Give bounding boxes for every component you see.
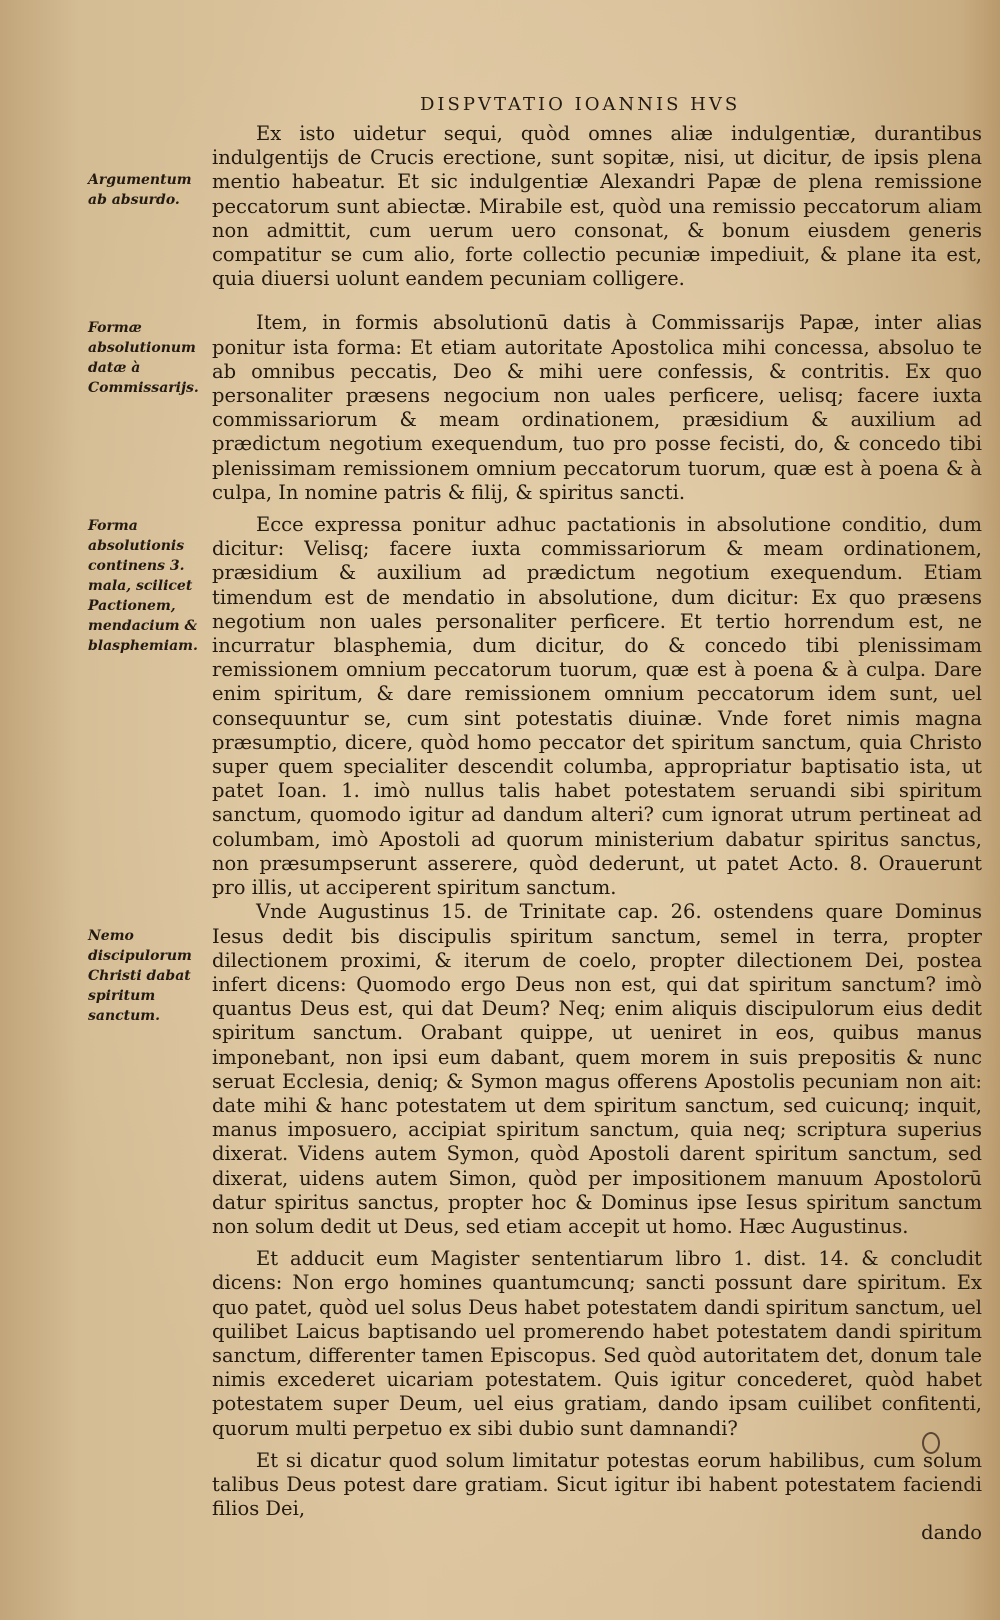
paragraph-5: Et adducit eum Magister sententiarum libro 1. dist. 14. & concludit dicens: Non ergo homines quantumcunq; sancti possunt dare spiritum. Ex quo patet, quòd uel solus Deus habet potestatem dandi spiritum sanctum, uel quilibet Laicus baptisando uel promerendo habet potestatem dandi spiritum sanctum, differenter tamen Episcopus. Sed quòd autoritatem det, donum tale nimis excederet uicariam potestatem. Quis igitur concederet, quòd habet potestatem super Deum, uel eius gratiam, dando ipsam cuilibet confitenti, quorum multi perpetuo ex sibi dubio sunt damnandi? [212, 1247, 982, 1440]
paragraph-3: Ecce expressa ponitur adhuc pactationis in absolutione conditio, dum dicitur: Velisq; facere iuxta commissariorum & meam ordinationem, præsidium & auxilium ad prædictum negotium exequendum. Etiam timendum est de mendatio in absolutione, dum dicitur: Ex quo præsens negotium non uales personaliter perficere. Et tertio horrendum est, ne incurratur blasphemia, dum dicitur, do & concedo tibi plenissimam remissionem omnium peccatorum tuorum, quæ est à poena & à culpa. Dare enim spiritum, & dare remissionem omnium peccatorum idem sunt, uel consequuntur se, cum sint potestatis diuinæ. Vnde foret nimis magna præsumptio, dicere, quòd homo peccator det spiritum sanctum, quia Christo super quem specialiter descendit columba, appropriatur baptisatio ista, ut patet Ioan. 1. imò nullus talis habet potestatem seruandi sibi spiritum sanctum, quomodo igitur ad dandum alteri? cum ignorat utrum pertineat ad columbam, imò Apostoli ad quorum ministerium dabatur spiritus sanctus, non præsumpserunt asserere, quòd dederunt, ut patet Acto. 8. Orauerunt pro illis, ut acciperent spiritum sanctum. [212, 513, 982, 900]
running-title: DISPVTATIO IOANNIS HVS [420, 94, 741, 115]
paragraph-2: Item, in formis absolutionū datis à Commissarijs Papæ, inter alias ponitur ista forma: Et etiam autoritate Apostolica mihi concessa, absoluo te ab omnibus peccatis, Deo & mihi uere confessis, & contritis. Ex quo personaliter præsens negocium non uales perficere, uelisq; facere iuxta commissariorum & meam ordinationem, præsidium & auxilium ad prædictum negotium exequendum, tuo pro posse fecisti, do, & concedo tibi plenissimam remissionem omnium peccatorum tuorum, quæ est à poena & à culpa, In nomine patris & filij, & spiritus sancti. [212, 311, 982, 504]
paragraph-6: Et si dicatur quod solum limitatur potestas eorum habilibus, cum solum talibus Deus potest dare gratiam. Sicut igitur ibi habent potestatem faciendi filios Dei, [212, 1448, 982, 1521]
main-text-block [212, 122, 982, 1546]
margin-note-forma-absolutionis: Forma absolutionis continens 3. mala, scilicet Pactionem, mendacium & blasphemiam. [88, 518, 198, 654]
paragraph-1: Ex isto uidetur sequi, quòd omnes aliæ indulgentiæ, durantibus indulgentijs de Crucis erectione, sunt sopitæ, nisi, ut dicitur, de ipsis plena mentio habeatur. Et sic indulgentiæ Alexandri Papæ de plena remissione peccatorum sunt abiectæ. Mirabile est, quòd una remissio peccatorum aliam non admittit, cum uerum uero consonat, & bonum eiusdem generis compatitur se cum alio, forte collectio pecuniæ impediuit, & plane ita est, quia diuersi uolunt eandem pecuniam colligere. [212, 122, 982, 291]
margin-note-nemo-discipulorum: Nemo discipulorum Christi dabat spiritum sanctum. [88, 928, 192, 1024]
catchword: dando [921, 1521, 982, 1545]
paragraph-4: Vnde Augustinus 15. de Trinitate cap. 26. ostendens quare Dominus Iesus dedit bis discipulis spiritum sanctum, semel in terra, propter dilectionem proximi, & iterum de coelo, propter dilectionem Dei, postea infert dicens: Quomodo ergo Deus non est, qui dat spiritum sanctum? imò quantus Deus est, qui dat Deum? Neq; enim aliquis discipulorum eius dedit spiritum sanctum. Orabant quippe, ut ueniret in eos, quibus manus imponebant, non ipsi eum dabant, quem morem in suis prepositis & nunc seruat Ecclesia, deniq; & Symon magus offerens Apostolis pecuniam non ait: date mihi & hanc potestatem ut dem spiritum sanctum, sed cuicunq; inquit, manus imposuero, accipiat spiritum sanctum, quia neq; scriptura superius dixerat. Videns autem Symon, quòd Apostoli darent spiritum sanctum, sed dixerat, uidens autem Simon, quòd per impositionem manuum Apostolorū datur spiritus sanctus, propter hoc & Dominus ipse Iesus spiritum sanctum non solum dedit ut Deus, sed etiam accepit ut homo. Hæc Augustinus. [212, 900, 982, 1238]
margin-note-formae-absolutionum: Formæ absolutionum datæ à Commissarijs. [88, 320, 199, 396]
folio-ring-mark [922, 1432, 940, 1454]
margin-note-argumentum: Argumentum ab absurdo. [88, 172, 192, 208]
